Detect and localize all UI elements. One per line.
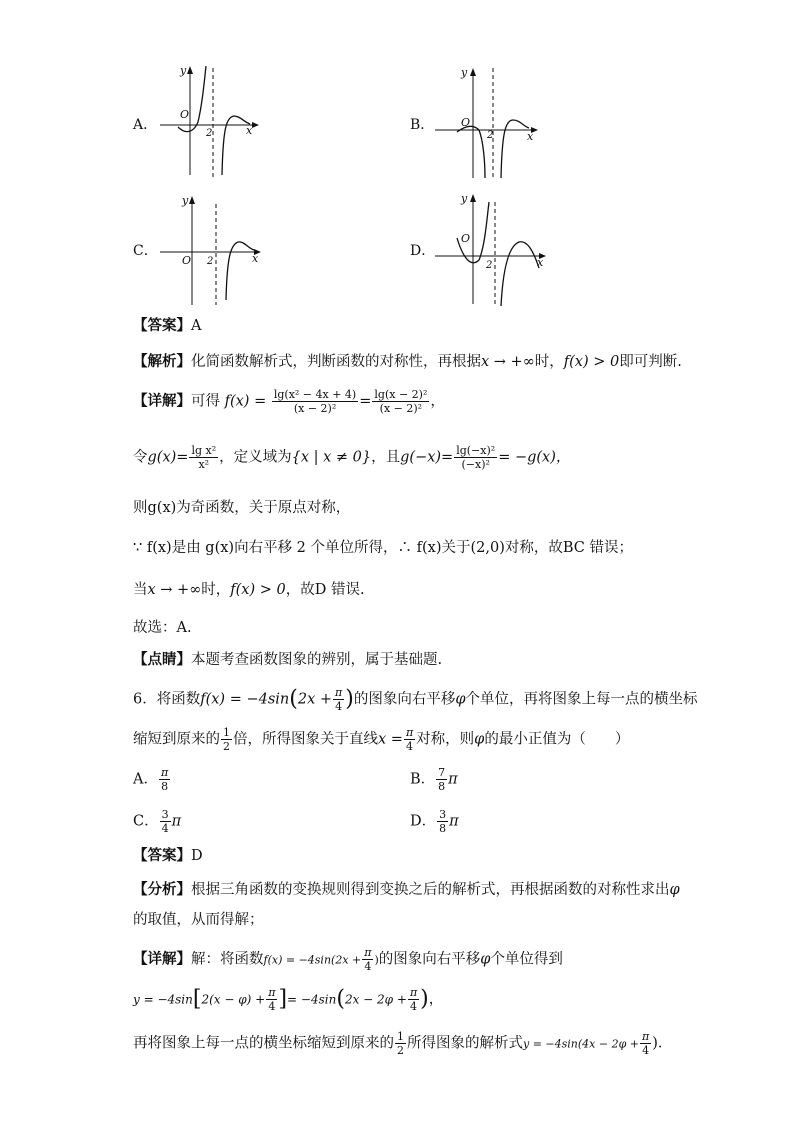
g-negative: g(−x)= bbox=[400, 449, 454, 466]
x-label: x bbox=[252, 252, 259, 265]
y-axis-arrow bbox=[189, 196, 195, 204]
fraction-4: $\frac{\text{lg(−x)²}}{\text{(−x)²}}$ bbox=[456, 444, 496, 471]
graph-option-c bbox=[160, 190, 265, 310]
q6-stem-line-1: 6．将函数f(x) = −4sin(2x + $\frac{\pi}{4}$ )的图象向右平移φ个单位，再将图象上每一点的横坐标 bbox=[133, 686, 698, 713]
curve-right bbox=[501, 120, 529, 178]
y-label: y bbox=[180, 64, 187, 77]
pi-over-4: $\frac{\pi}{4}$ bbox=[405, 726, 414, 753]
two-label: 2 bbox=[207, 256, 214, 267]
analysis-limit: x → +∞ bbox=[481, 354, 535, 370]
q6-analysis-line-1: 【分析】根据三角函数的变换规则得到变换之后的解析式，再根据函数的对称性求出φ bbox=[133, 881, 680, 898]
q5-choose-line: 故选：A. bbox=[133, 620, 192, 636]
option-b-letter: B． bbox=[410, 117, 435, 133]
q6-option-a[interactable]: A． $\frac{\pi}{8}$ bbox=[133, 766, 169, 793]
fraction-3: $\frac{\text{lg x²}}{\text{x²}}$ bbox=[191, 444, 217, 471]
answer-tag: 【答案】 bbox=[133, 317, 191, 334]
q5-infinity-line: 当x → +∞时，f(x) > 0，故D 错误. bbox=[133, 582, 365, 598]
detail-function: f(x) = bbox=[224, 393, 267, 410]
analysis-tag: 【解析】 bbox=[133, 353, 191, 370]
option-c-letter: C． bbox=[133, 243, 158, 259]
one-half: $\frac{1}{2}$ bbox=[223, 726, 230, 753]
pi-over-4: $\frac{\pi}{4}$ bbox=[335, 686, 343, 713]
x-label: x bbox=[246, 124, 253, 137]
q6-analysis-line-2: 的取值，从而得解； bbox=[133, 912, 264, 928]
y-axis-arrow bbox=[470, 68, 476, 76]
q6-answer-line bbox=[133, 846, 203, 866]
answer-value: D bbox=[191, 848, 203, 864]
q6-option-b[interactable]: B． $\frac{7}{8}$ π bbox=[410, 766, 458, 793]
detail-tag: 【详解】 bbox=[133, 950, 191, 968]
two-label: 2 bbox=[206, 128, 213, 139]
q6-stem-line-2: 缩短到原来的 $\frac{1}{2}$ 倍，所得图象关于直线x = $\frac{\pi}{4}$ 对称，则φ的最小正值为（ ） bbox=[133, 726, 630, 753]
analysis-text-c: 即可判断. bbox=[619, 354, 682, 370]
q5-detail-line: 【详解】可得 f(x) = $\frac{\text{lg(x² − 4x + 4)}}{\text{(x − 2)²}}$ = $\frac{\text{lg(x − 2)²}}{\text{(x − 2)²}}$ ， bbox=[133, 388, 445, 415]
g-function: g(x)= bbox=[147, 449, 189, 466]
y-axis-arrow bbox=[470, 194, 476, 202]
answer-value: A bbox=[191, 318, 202, 334]
origin-label: O bbox=[461, 232, 471, 245]
curve-right bbox=[226, 242, 254, 300]
fraction-1: $\frac{\text{lg(x² − 4x + 4)}}{\text{(x − 2)²}}$ bbox=[273, 388, 357, 415]
q5-comment-line bbox=[133, 650, 442, 670]
y-label: y bbox=[461, 66, 468, 79]
comment-text: 本题考查函数图象的辨别，属于基础题. bbox=[191, 652, 443, 668]
symmetry-point: (2,0) bbox=[470, 540, 505, 556]
option-d-letter: D． bbox=[410, 243, 436, 259]
origin-label: O bbox=[182, 254, 192, 267]
q5-analysis-line bbox=[133, 352, 682, 372]
q6-option-d[interactable]: D． $\frac{3}{8}$ π bbox=[410, 808, 459, 835]
y-label: y bbox=[182, 194, 189, 207]
q5-odd-line: 则g(x)为奇函数，关于原点对称， bbox=[133, 500, 351, 516]
x-label: x bbox=[537, 256, 544, 269]
fraction-2: $\frac{\text{lg(x − 2)²}}{\text{(x − 2)²}}$ bbox=[374, 388, 428, 415]
curve-right bbox=[501, 242, 539, 306]
analysis-text-b: 时， bbox=[534, 354, 564, 370]
answer-tag: 【答案】 bbox=[133, 847, 191, 864]
q5-shift-line: ∵ f(x)是由 g(x)向右平移 2 个单位所得，∴ f(x)关于(2,0)对称，故BC 错误； bbox=[133, 540, 634, 556]
analysis-tag: 【分析】 bbox=[133, 881, 191, 898]
two-label: 2 bbox=[486, 260, 493, 271]
analysis-condition: f(x) > 0 bbox=[563, 354, 620, 370]
q5-g-definition-line: 令g(x)= $\frac{\text{lg x²}}{\text{x²}}$ ，定义域为{x | x ≠ 0}，且g(−x)= $\frac{\text{lg(−x)²}}{\text{(−x)²}}$ = −g(x)， bbox=[133, 444, 571, 471]
q6-detail-line-2: y = −4sin[2(x − φ) + $\frac{\pi}{4}$ ]= −4sin(2x − 2φ + $\frac{\pi}{4}$ )， bbox=[133, 986, 444, 1013]
x-axis-arrow bbox=[252, 122, 259, 128]
origin-label: O bbox=[180, 108, 190, 121]
curve-left bbox=[457, 126, 485, 178]
y-label: y bbox=[461, 192, 468, 205]
two-label: 2 bbox=[487, 130, 494, 141]
phi-symbol: φ bbox=[455, 691, 466, 708]
q6-option-c[interactable]: C． $\frac{3}{4}$ π bbox=[133, 808, 182, 835]
domain: {x | x ≠ 0} bbox=[291, 449, 372, 466]
graph-option-b bbox=[435, 60, 540, 180]
analysis-text-a: 化简函数解析式，判断函数的对称性，再根据 bbox=[191, 354, 481, 370]
y-axis-arrow bbox=[187, 66, 193, 74]
detail-tag: 【详解】 bbox=[133, 392, 191, 410]
origin-label: O bbox=[461, 116, 471, 129]
option-a-letter: A． bbox=[133, 117, 158, 133]
graph-option-d bbox=[435, 188, 550, 308]
q6-detail-line-1: 【详解】解：将函数f(x) = −4sin(2x + $\frac{\pi}{4}$ )的图象向右平移φ个单位得到 bbox=[133, 946, 563, 973]
q6-detail-line-3: 再将图象上每一点的横坐标缩短到原来的 $\frac{1}{2}$ 所得图象的解析式y = −4sin(4x − 2φ + $\frac{\pi}{4}$ )． bbox=[133, 1030, 673, 1057]
x-label: x bbox=[527, 130, 534, 143]
q5-answer-line bbox=[133, 316, 201, 336]
graph-option-a bbox=[160, 60, 260, 180]
comment-tag: 【点睛】 bbox=[133, 651, 191, 668]
detail-text: 可得 bbox=[191, 393, 220, 410]
